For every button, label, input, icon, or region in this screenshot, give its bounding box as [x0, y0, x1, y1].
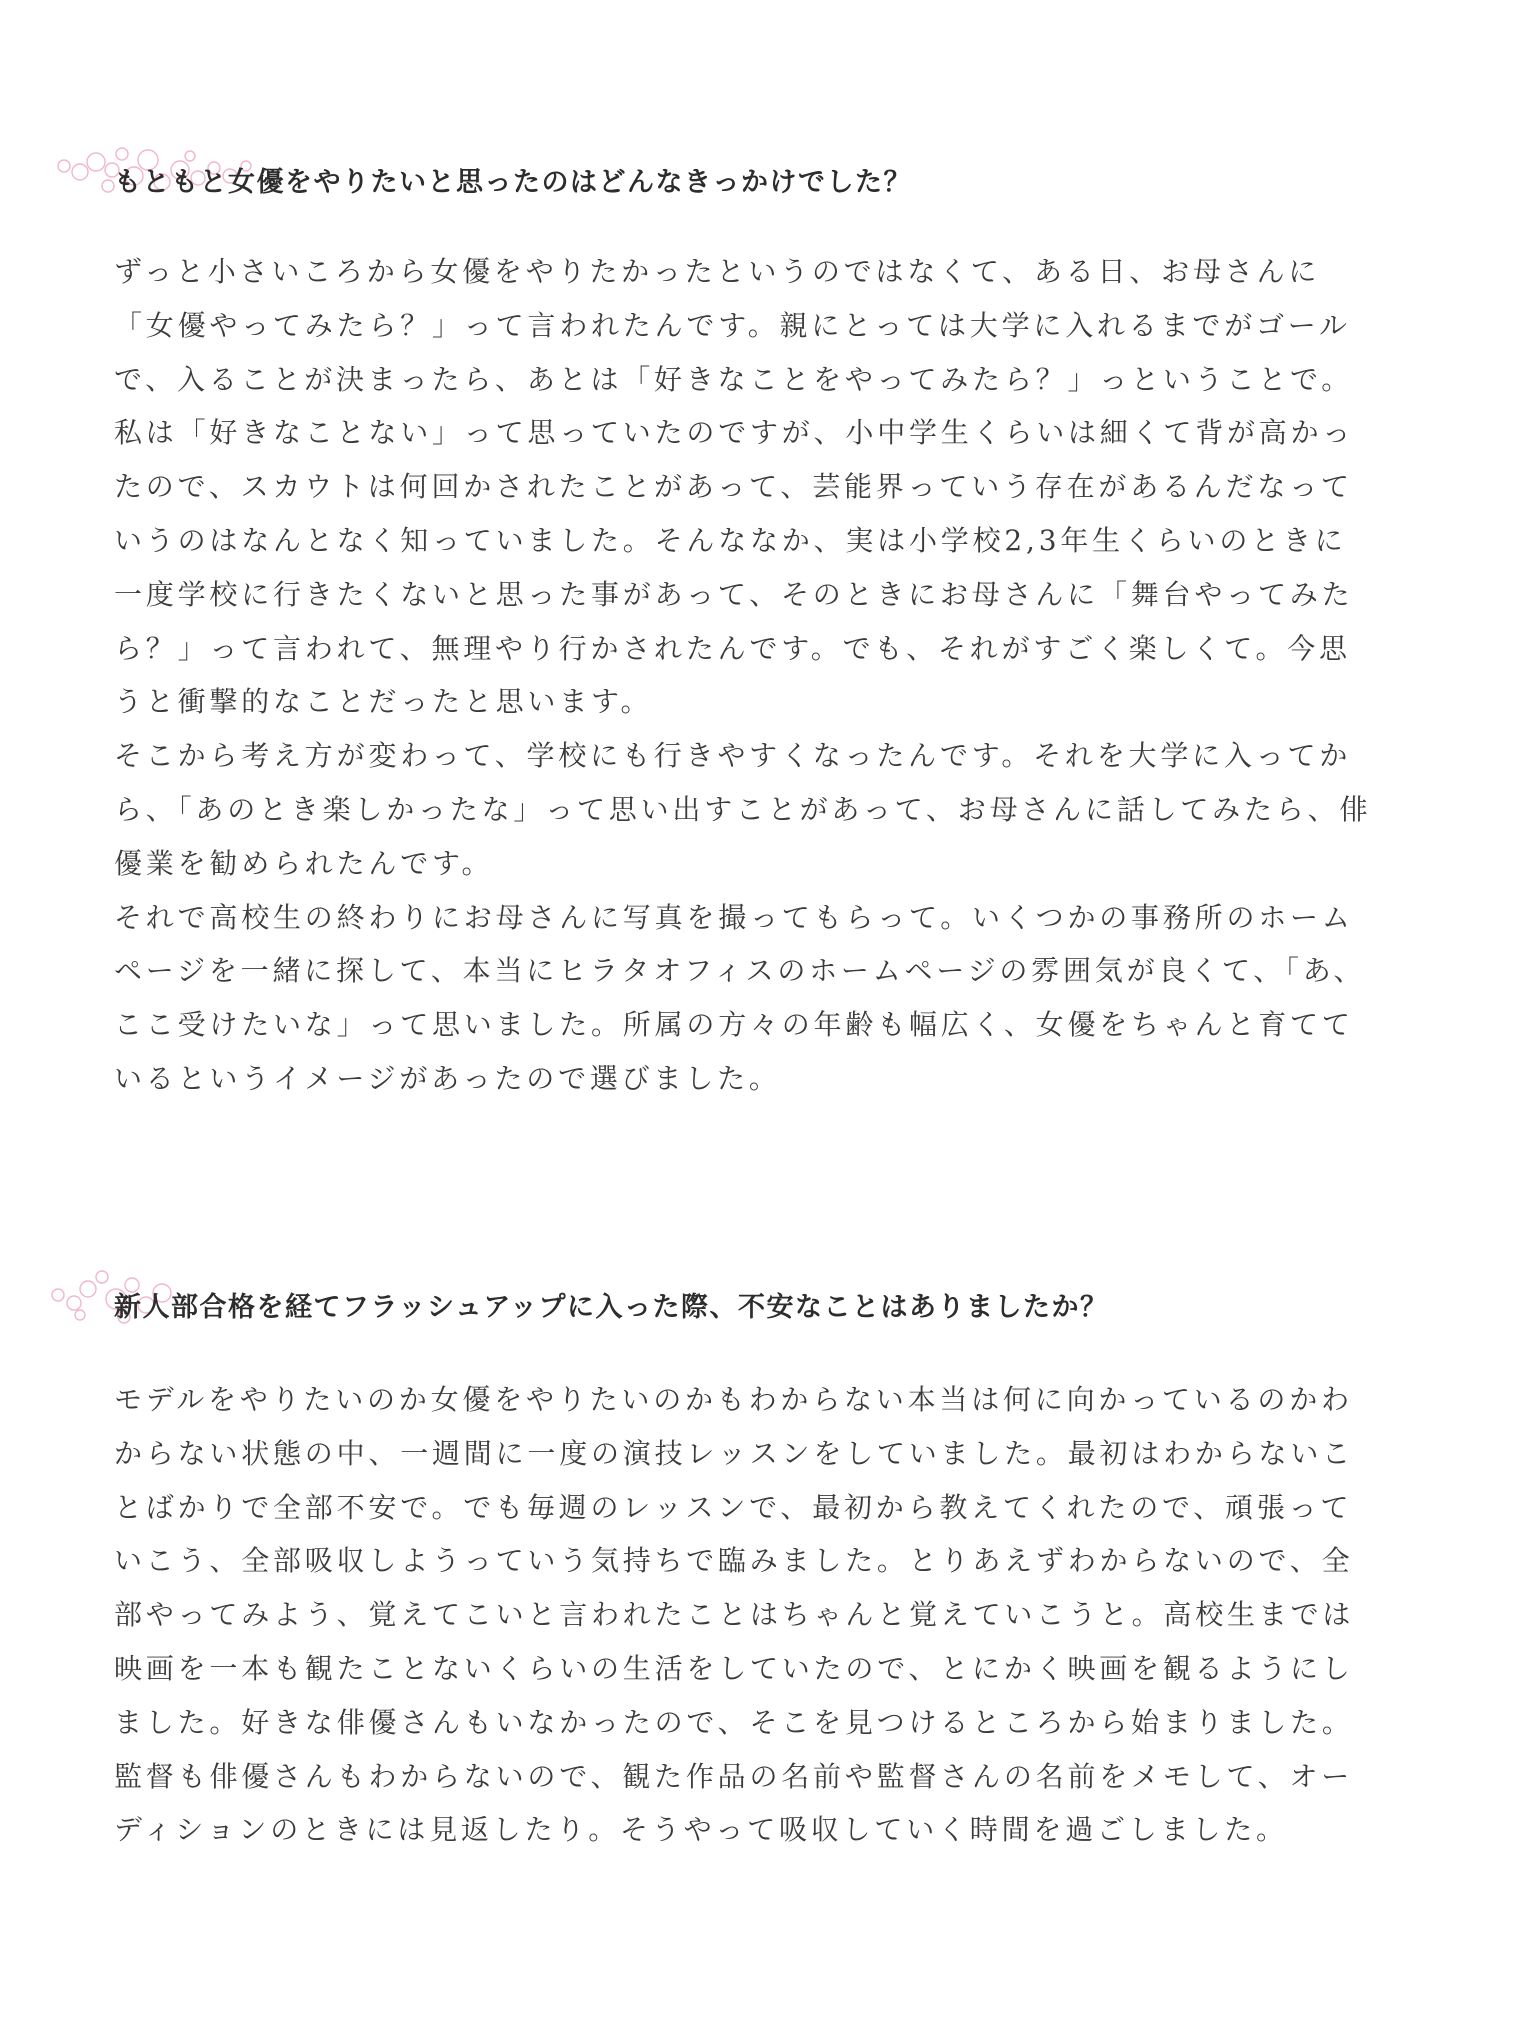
answer-body-2: [114, 1373, 1378, 1857]
answer-paragraph: それで高校生の終わりにお母さんに写真を撮ってもらって。いくつかの事務所のホームページを一緒に探して、本当にヒラタオフィスのホームページの雰囲気が良くて、「あ、ここ受けたいな」って思いました。所属の方々の年齢も幅広く、女優をちゃんと育てているというイメージがあったので選びました。: [114, 900, 1366, 1095]
question-row-1: [0, 140, 1536, 220]
answer-body-1: [114, 245, 1378, 1106]
answer-paragraph: ずっと小さいころから女優をやりたかったというのではなくて、ある日、お母さんに「女優やってみたら？」って言われたんです。親にとっては大学に入れるまでがゴールで、入ることが決まったら、あとは「好きなことをやってみたら？」っということで。私は「好きなことない」って思っていたのですが、小中学生くらいは細くて背が高かったので、スカウトは何回かされたことがあって、芸能界っていう存在があるんだなっていうのはなんとなく知っていました。そんななか、実は小学校2,3年生くらいのときに一度学校に行きたくないと思った事があって、そのときにお母さんに「舞台やってみたら？」って言われて、無理やり行かされたんです。でも、それがすごく楽しくて。今思うと衝撃的なことだったと思います。: [114, 255, 1355, 719]
answer-paragraph: モデルをやりたいのか女優をやりたいのかもわからない本当は何に向かっているのかわからない状態の中、一週間に一度の演技レッスンをしていました。最初はわからないことばかりで全部不安で。でも毎週のレッスンで、最初から教えてくれたので、頑張っていこう、全部吸収しようっていう気持ちで臨みました。とりあえずわからないので、全部やってみよう、覚えてこいと言われたことはちゃんと覚えていこうと。高校生までは映画を一本も観たことないくらいの生活をしていたので、とにかく映画を観るようにしました。好きな俳優さんもいなかったので、そこを見つけるところから始まりました。: [114, 1383, 1355, 1739]
answer-paragraph: そこから考え方が変わって、学校にも行きやすくなったんです。それを大学に入ってから、「あのとき楽しかったな」って思い出すことがあって、お母さんに話してみたら、俳優業を勧められたんです。: [114, 739, 1372, 880]
question-heading-2: 新人部合格を経てフラッシュアップに入った際、不安なことはありましたか？: [114, 1292, 1109, 1323]
question-row-2: [0, 1265, 1536, 1345]
answer-paragraph: 監督も俳優さんもわからないので、観た作品の名前や監督さんの名前をメモして、オーディションのときには見返したり。そうやって吸収していく時間を過ごしました。: [114, 1759, 1354, 1847]
question-heading-1: もともと女優をやりたいと思ったのはどんなきっかけでした？: [114, 167, 912, 198]
